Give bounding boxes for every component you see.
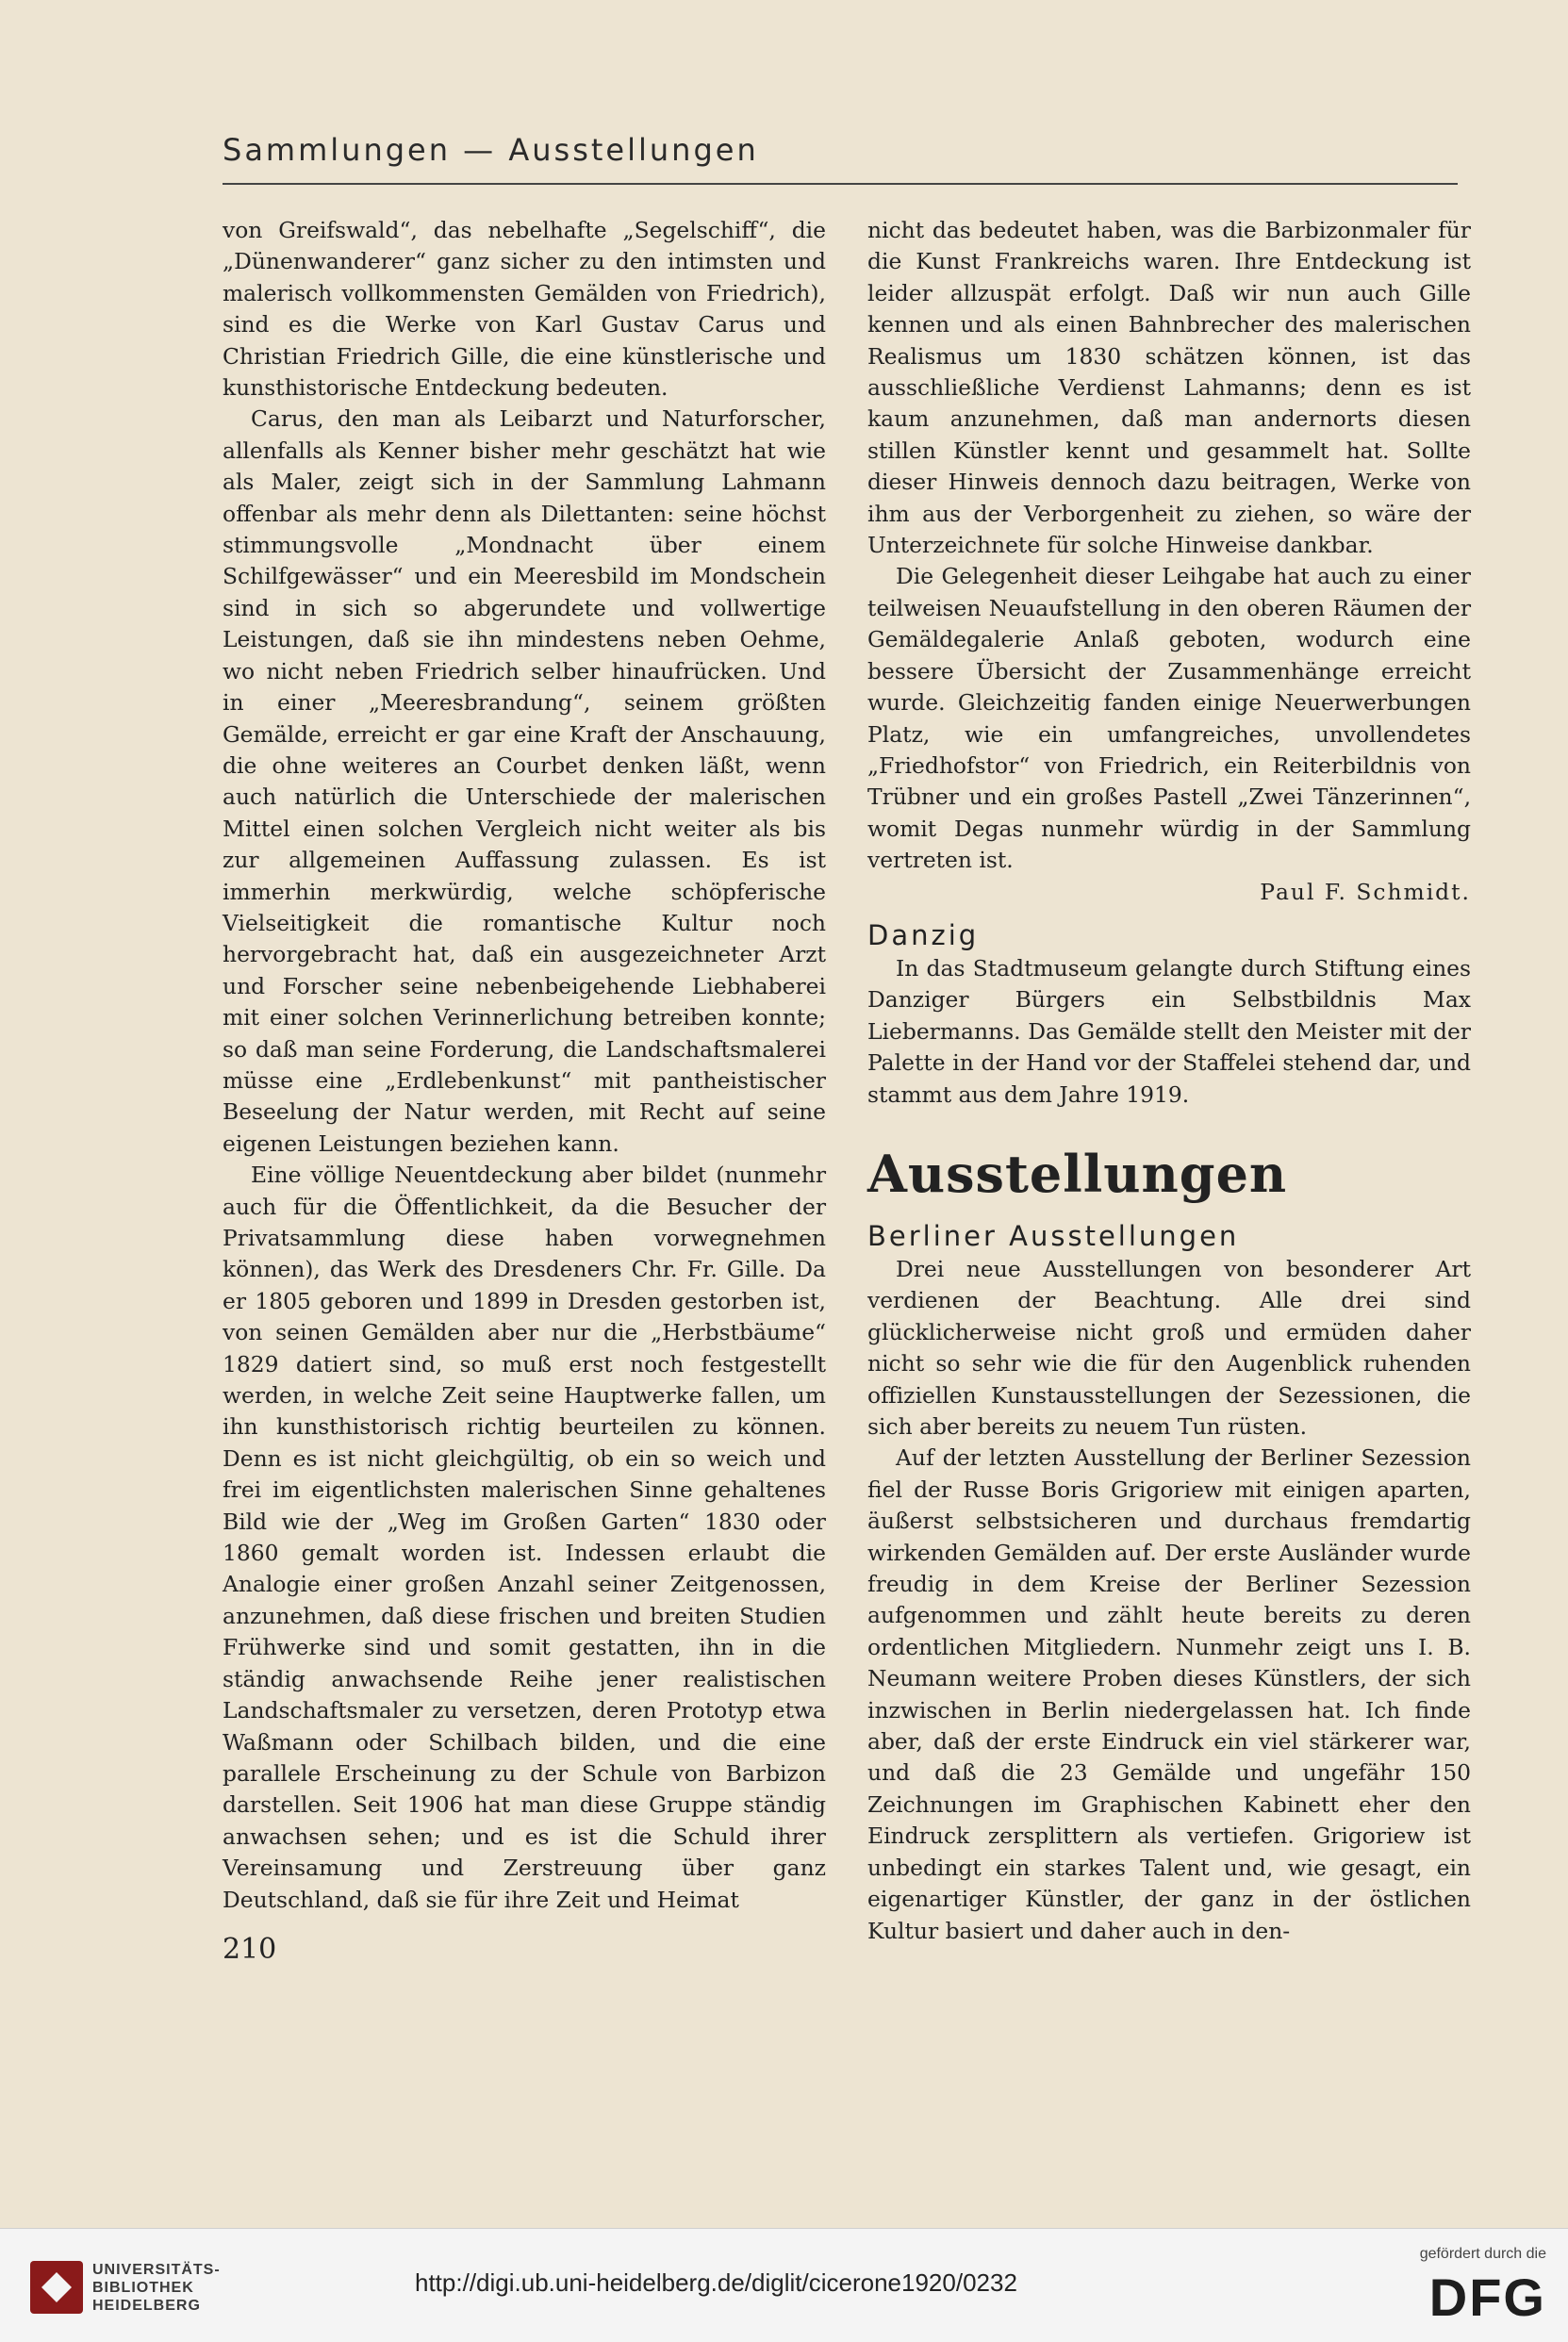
subheading-danzig: Danzig: [867, 918, 980, 951]
page-number: 210: [223, 1933, 277, 1966]
dfg-funding-logo[interactable]: [1358, 2246, 1546, 2331]
left-column: [223, 215, 826, 1916]
right-paragraph-2: Die Gelegenheit dieser Leihgabe hat auch zu einer teilweisen Neuaufstellung in den oberen Räumen der Gemäldegalerie Anlaß geboten, wodurch eine bessere Übersicht der Zusammenhänge erreicht wurde. Gleichzeitig fanden einige Neuerwerbungen Platz, wie ein umfangreiches, unvollendetes „Friedhofstor“ von Friedrich, ein Reiterbildnis von Trübner und ein großes Pastell „Zwei Tänzerinnen“, womit Degas nunmehr würdig in der Sammlung vertreten ist.: [867, 563, 1471, 874]
left-paragraph-2: Carus, den man als Leibarzt und Naturforscher, allenfalls als Kenner bisher mehr geschätzt hat wie als Maler, zeigt sich in der Sammlung Lahmann offenbar als mehr denn als Dilettanten: seine höchst stimmungsvolle „Mondnacht über einem Schilfgewässer“ und ein Meeresbild im Mondschein sind in sich so abgerundete und vollwertige Leistungen, daß sie ihn mindestens neben Oehme, wo nicht neben Friedrich selber hinaufrücken. Und in einer „Meeresbrandung“, seinem größten Gemälde, erreicht er gar eine Kraft der Anschauung, die ohne weiteres an Courbet denken läßt, wenn auch natürlich die Unterschiede der malerischen Mittel einen solchen Vergleich nicht weiter als bis zur allgemeinen Auffassung zulassen. Es ist immerhin merkwürdig, welche schöpferische Vielseitigkeit die romantische Kultur noch hervorgebracht hat, daß ein ausgezeichneter Arzt und Forscher seine nebenbeigehende Liebhaberei mit einer solchen Verinnerlichung betreiben konnte; so daß man seine Forderung, die Landschaftsmalerei müsse eine „Erdlebenkunst“ mit pantheistischer Beseelung der Natur werden, mit Recht auf seine eigenen Leistungen beziehen kann.: [223, 405, 826, 1157]
running-title: Sammlungen — Ausstellungen: [223, 132, 1458, 185]
library-name-line-3: HEIDELBERG: [92, 2298, 201, 2314]
library-name-line-2: BIBLIOTHEK: [92, 2280, 194, 2296]
berlin-paragraph-1: Drei neue Ausstellungen von besonderer Art verdienen der Beachtung. Alle drei sind glücklicherweise nicht groß und ermüden daher nicht so sehr wie die für den Augenblick ruhenden offiziellen Kunstausstellungen der Sezessionen, die sich aber bereits zu neuem Tun rüsten.: [867, 1255, 1471, 1440]
library-name-line-1: UNIVERSITÄTS-: [92, 2262, 221, 2278]
dfg-logo-text: DFG: [1428, 2268, 1546, 2327]
author-signature: Paul F. Schmidt.: [1260, 878, 1471, 905]
left-paragraph-1: von Greifswald“, das nebelhafte „Segelschiff“, die „Dünenwanderer“ ganz sicher zu den intimsten und malerisch vollkommensten Gemälden von Friedrich), sind es die Werke von Karl Gustav Carus und Christian Friedrich Gille, die eine künstlerische und kunsthistorische Entdeckung bedeuten.: [223, 217, 826, 402]
permalink-url[interactable]: http://digi.ub.uni-heidelberg.de/diglit/cicerone1920/0232: [415, 2268, 1017, 2297]
left-paragraph-3: Eine völlige Neuentdeckung aber bildet (nunmehr auch für die Öffentlichkeit, da die Besucher der Privatsammlung diese haben vorwegnehmen können), das Werk des Dresdeners Chr. Fr. Gille. Da er 1805 geboren und 1899 in Dresden gestorben ist, von seinen Gemälden aber nur die „Herbstbäume“ 1829 datiert sind, so muß erst noch festgestellt werden, in welche Zeit seine Hauptwerke fallen, um ihn kunsthistorisch richtig beurteilen zu können. Denn es ist nicht gleichgültig, ob ein so weich und frei im eigentlichsten malerischen Sinne gehaltenes Bild wie der „Weg im Großen Garten“ 1830 oder 1860 gemalt worden ist. Indessen erlaubt die Analogie einer großen Anzahl seiner Zeitgenossen, anzunehmen, daß diese frischen und breiten Studien Frühwerke sind und somit gestatten, ihn in die ständig anwachsende Reihe jener realistischen Landschaftsmaler zu versetzen, deren Prototyp etwa Waßmann oder Schilbach bilden, und die eine parallele Erscheinung zu der Schule von Barbizon darstellen. Seit 1906 hat man diese Gruppe ständig anwachsen sehen; und es ist die Schuld ihrer Vereinsamung und Zerstreuung über ganz Deutschland, daß sie für ihre Zeit und Heimat: [223, 1162, 826, 1913]
digitization-footer: [0, 2228, 1568, 2342]
danzig-paragraph: In das Stadtmuseum gelangte durch Stiftung eines Danziger Bürgers ein Selbstbildnis Max Liebermanns. Das Gemälde stellt den Meister mit der Palette in der Hand vor der Staffelei stehend dar, und stammt aus dem Jahre 1919.: [867, 954, 1471, 1108]
subheading-berliner-ausstellungen: Berliner Ausstellungen: [867, 1219, 1240, 1252]
berlin-paragraph-2: Auf der letzten Ausstellung der Berliner Sezession fiel der Russe Boris Grigoriew mit einigen aparten, äußerst selbstsicheren und durchaus fremdartig wirkenden Gemälden auf. Der erste Ausländer wurde freudig in dem Kreise der Berliner Sezession aufgenommen und zählt heute bereits zu deren ordentlichen Mitgliedern. Nunmehr zeigt uns I. B. Neumann weitere Proben dieses Künstlers, der sich inzwischen in Berlin niedergelassen hat. Ich finde aber, daß der erste Eindruck ein viel stärkerer war, und daß die 23 Gemälde und ungefähr 150 Zeichnungen im Graphischen Kabinett eher den Eindruck zersplittern als vertiefen. Grigoriew ist unbedingt ein starkes Talent und, wie gesagt, ein eigenartiger Künstler, der ganz in der östlichen Kultur basiert und daher auch in den-: [867, 1444, 1471, 1944]
right-column: [867, 215, 1471, 1947]
right-paragraph-1: nicht das bedeutet haben, was die Barbizonmaler für die Kunst Frankreichs waren. Ihre Entdeckung ist leider allzuspät erfolgt. Daß wir nun auch Gille kennen und als einen Bahnbrecher des malerischen Realismus um 1830 schätzen können, ist das ausschließliche Verdienst Lahmanns; denn es ist kaum anzunehmen, daß man andernorts diesen stillen Künstler kennt und gesammelt hat. Sollte dieser Hinweis dennoch dazu beitragen, Werke von ihm aus der Verborgenheit zu ziehen, so wäre der Unterzeichnete für solche Hinweise dankbar.: [867, 217, 1471, 559]
dfg-caption: gefördert durch die: [1419, 2246, 1546, 2262]
library-name: [92, 2261, 221, 2315]
section-title-ausstellungen: Ausstellungen: [867, 1143, 1288, 1204]
library-seal-icon: [30, 2261, 83, 2314]
library-logo[interactable]: [30, 2255, 219, 2321]
